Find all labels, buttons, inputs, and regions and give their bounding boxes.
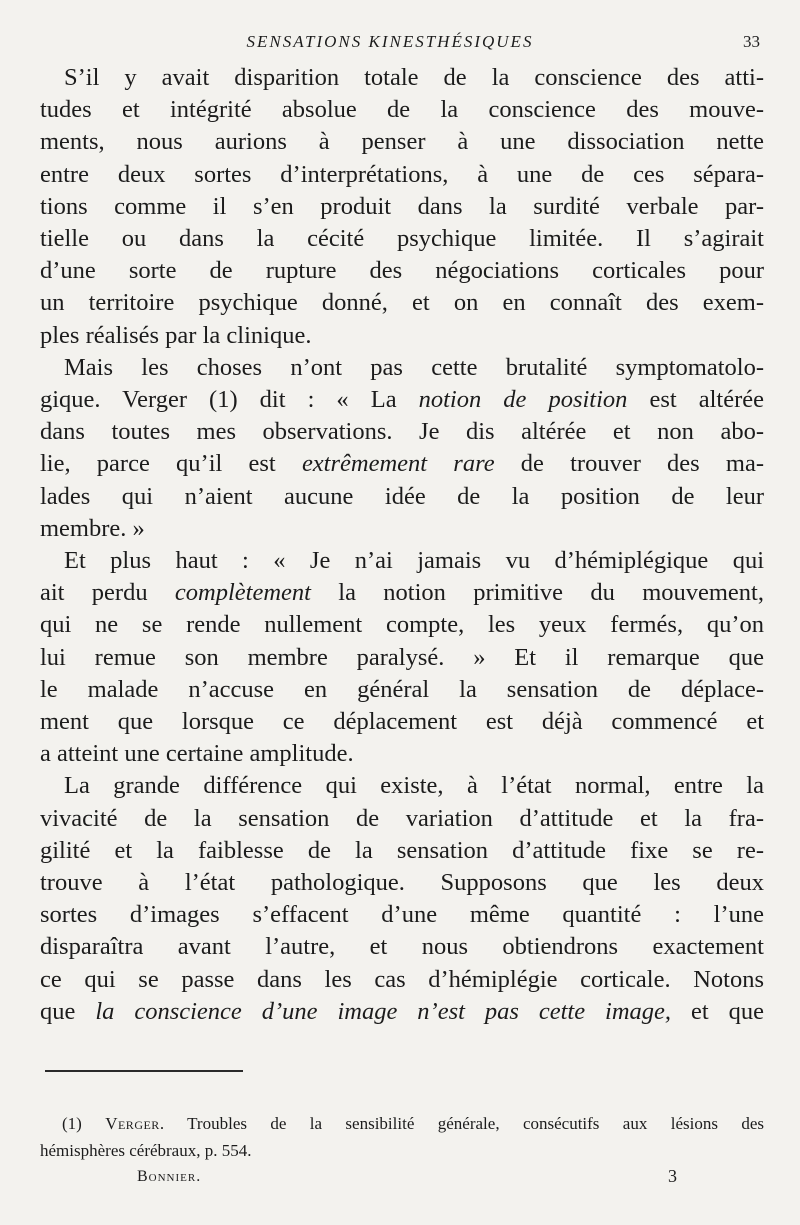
text-line: qui ne se rende nullement compte, les yeux fermés, qu’on [40, 611, 764, 639]
text-line: sortes d’images s’effacent d’une même quantité : l’une [40, 901, 764, 929]
text-run: ait perdu [40, 579, 175, 607]
italic-run: complètement [174, 579, 311, 607]
footnote-line [40, 1110, 764, 1137]
text-line: ments, nous aurions à penser à une dissociation nette [40, 128, 764, 156]
text-run: est altérée [627, 386, 764, 414]
text-line: Mais les choses n’ont pas cette brutalité symptomatolo- [64, 353, 764, 381]
text-line: a atteint une certaine amplitude. [40, 740, 354, 768]
text-line: tudes et intégrité absolue de la conscience des mouve- [40, 96, 764, 124]
text-line: vivacité de la sensation de variation d’attitude et la fra- [40, 804, 764, 832]
text-line: entre deux sortes d’interprétations, à une de ces sépara- [40, 160, 764, 188]
italic-run: extrêmement rare [301, 450, 495, 478]
text-run: lie, parce qu’il est [40, 450, 302, 478]
text-line: S’il y avait disparition totale de la conscience des atti- [64, 64, 764, 91]
text-line: ples réalisés par la clinique. [40, 321, 312, 349]
text-line: disparaîtra avant l’autre, et nous obtiendrons exactement [40, 933, 764, 961]
text-run: de trouver des ma- [494, 450, 764, 478]
footnote-rule [45, 1070, 243, 1072]
text-line: tielle ou dans la cécité psychique limitée. Il s’agirait [40, 225, 764, 253]
text-line: ment que lorsque ce déplacement est déjà commencé et [40, 708, 764, 736]
footnote-author: Verger [105, 1114, 160, 1133]
body-text [40, 62, 764, 1028]
running-title: SENSATIONS KINESTHÉSIQUES [246, 32, 534, 51]
text-run: . Troubles de la sensibilité générale, consécutifs aux lésions des [159, 1114, 764, 1133]
text-line: lui remue son membre paralysé. » Et il remarque que [40, 643, 764, 671]
text-line: ce qui se passe dans les cas d’hémiplégie corticale. Notons [40, 965, 764, 993]
text-line: le malade n’accuse en général la sensation de déplace- [40, 675, 764, 703]
page-number: 33 [743, 32, 760, 51]
text-line [40, 996, 764, 1028]
text-line: d’une sorte de rupture des négociations corticales pour [40, 257, 764, 285]
italic-run: notion de position [418, 386, 628, 414]
text-line: dans toutes mes observations. Je dis altérée et non abo- [40, 418, 764, 446]
text-run: et que [671, 997, 764, 1025]
italic-run: la conscience d’une image n’est pas cette image, [95, 997, 672, 1025]
text-line [40, 577, 764, 609]
text-run: gique. Verger (1) dit : « La [40, 386, 419, 414]
text-run: que [40, 997, 96, 1025]
text-line: gilité et la faiblesse de la sensation d’attitude fixe se re- [40, 836, 764, 864]
footnote [40, 1110, 764, 1164]
text-line: tions comme il s’en produit dans la surdité verbale par- [40, 192, 764, 220]
text-line: lades qui n’aient aucune idée de la position de leur [40, 482, 764, 510]
text-line [40, 448, 764, 480]
text-line: La grande différence qui existe, à l’état normal, entre la [64, 772, 764, 800]
signature-author: Bonnier. [137, 1168, 202, 1185]
text-line: un territoire psychique donné, et on en connaît des exem- [40, 289, 764, 317]
text-line: membre. » [40, 514, 145, 542]
signature-number: 3 [668, 1166, 677, 1186]
running-head [0, 28, 800, 58]
text-line [40, 384, 764, 416]
text-line: trouve à l’état pathologique. Supposons que les deux [40, 869, 764, 897]
footnote-line: hémisphères cérébraux, p. 554. [40, 1141, 252, 1160]
footnote-marker: (1) [62, 1114, 106, 1133]
text-line: Et plus haut : « Je n’ai jamais vu d’hémiplégique qui [64, 547, 764, 575]
text-run: la notion primitive du mouvement, [310, 579, 764, 607]
